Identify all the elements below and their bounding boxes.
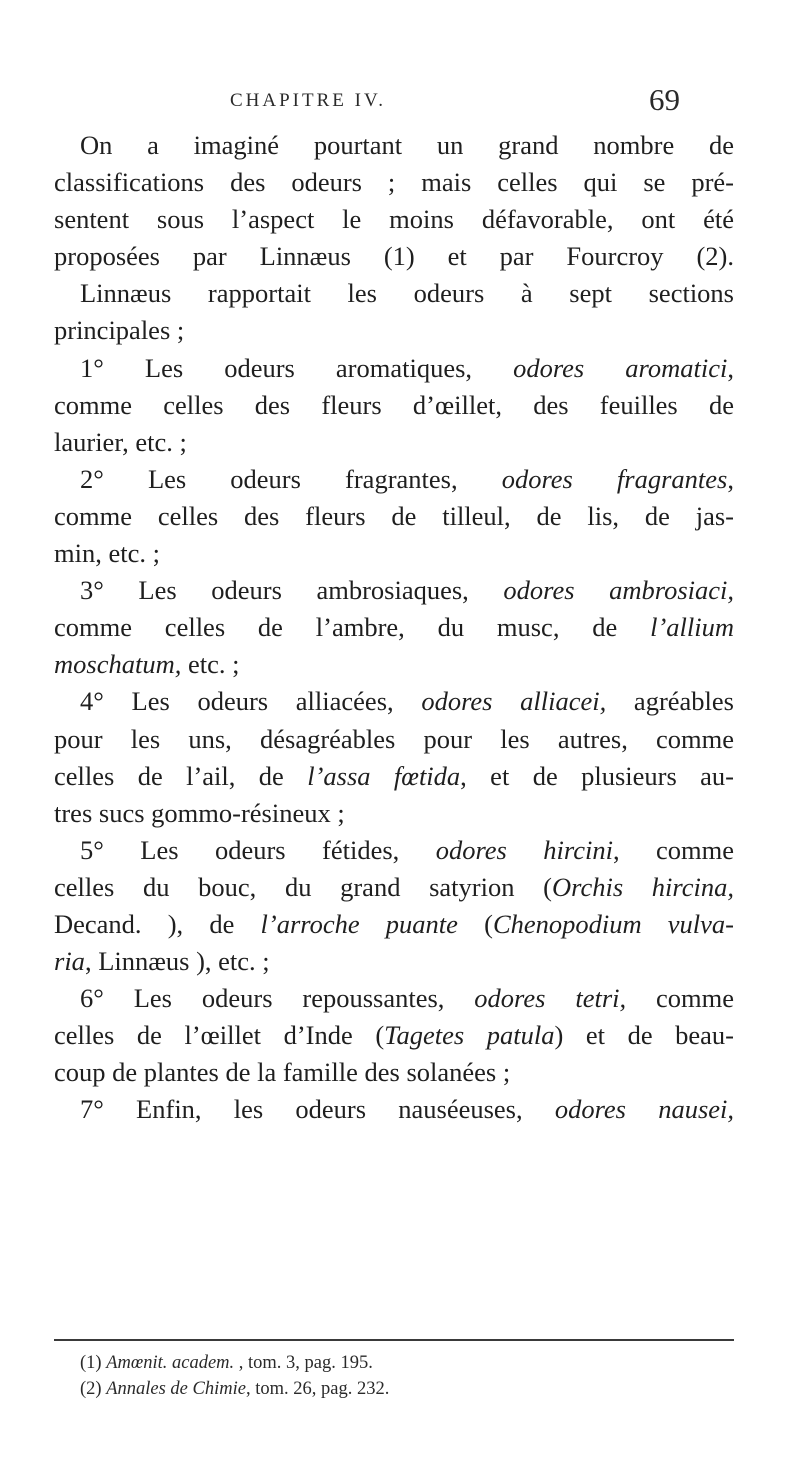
text-run: principales ; (54, 315, 185, 346)
text-line (54, 387, 734, 424)
text-run: ) et de beau- (554, 1020, 735, 1051)
text-run: 4° Les odeurs alliacées, (80, 686, 422, 717)
footnote-title: Amœnit. academ. (106, 1353, 235, 1373)
text-line (54, 201, 734, 238)
text-line (54, 275, 734, 312)
italic-term: odores ambrosiaci, (503, 575, 734, 606)
text-line (54, 906, 734, 943)
italic-term: Tagetes patula (384, 1020, 555, 1051)
text-run: , (727, 463, 734, 494)
footnotes (80, 1350, 730, 1402)
text-line (54, 943, 734, 980)
footnote-reference: , tom. 3, pag. 195. (234, 1353, 373, 1373)
text-run: etc. ; (181, 649, 240, 680)
text-run: ( (457, 908, 493, 939)
text-run: 3° Les odeurs ambrosiaques, (80, 575, 504, 606)
text-line (54, 832, 734, 869)
text-run: , Linnæus ), etc. ; (84, 946, 270, 977)
text-line (54, 424, 734, 461)
text-line (54, 609, 734, 646)
chapter-title: CHAPITRE IV. (230, 90, 386, 111)
text-run: celles de l’ail, de (54, 760, 308, 791)
text-run: 1° Les odeurs aromatiques, (80, 352, 514, 383)
text-line (54, 1091, 734, 1128)
text-line (54, 795, 734, 832)
italic-term: ria (54, 946, 85, 977)
italic-term: l’assa fœtida (307, 760, 461, 791)
text-run: pour les uns, désagréables pour les autres, comme (54, 723, 734, 754)
text-run: comme celles de l’ambre, du musc, de (54, 612, 651, 643)
italic-term: odores fragrantes (501, 463, 728, 494)
italic-term: Chenopodium vulva- (492, 908, 735, 939)
text-run: 5° Les odeurs fétides, (80, 834, 436, 865)
text-line (54, 127, 734, 164)
text-line (54, 461, 734, 498)
text-run: comme celles des fleurs d’œillet, des feuilles de (54, 389, 734, 420)
footnote-reference: , tom. 26, pag. 232. (245, 1379, 390, 1399)
italic-term: l’arroche puante (260, 908, 458, 939)
text-run: laurier, etc. ; (54, 426, 187, 457)
footnote-1 (80, 1350, 730, 1376)
text-line (54, 869, 734, 906)
text-run: sentent sous l’aspect le moins défavorable, ont été (54, 204, 734, 235)
text-line (54, 350, 734, 387)
text-line (54, 572, 734, 609)
text-line (54, 980, 734, 1017)
text-run: , et de plusieurs au- (460, 760, 734, 791)
text-run: 6° Les odeurs repoussantes, (80, 983, 475, 1014)
text-run: 2° Les odeurs fragrantes, (80, 463, 502, 494)
italic-term: Orchis hircina, (551, 871, 734, 902)
text-run: tres sucs gommo-résineux ; (54, 797, 345, 828)
text-line (54, 646, 734, 683)
text-run: , (727, 352, 734, 383)
italic-term: odores hircini (435, 834, 613, 865)
italic-term: odores alliacei, (421, 686, 607, 717)
italic-term: odores nausei, (554, 1094, 735, 1125)
text-line (54, 721, 734, 758)
text-line (54, 238, 734, 275)
italic-term: moschatum, (54, 649, 182, 680)
text-line (54, 312, 734, 349)
text-run: , comme (612, 834, 734, 865)
footnote-marker: (1) (80, 1353, 107, 1373)
italic-term: odores tetri, (474, 983, 627, 1014)
text-run: Decand. ), de (54, 908, 261, 939)
text-run: agréables (606, 686, 734, 717)
italic-term: odores aromatici (513, 352, 728, 383)
text-run: 7° Enfin, les odeurs nauséeuses, (80, 1094, 555, 1125)
text-line (54, 1054, 734, 1091)
footnote-marker: (2) (80, 1379, 107, 1399)
text-run: classifications des odeurs ; mais celles qui se pré- (54, 167, 734, 198)
footnote-title: Annales de Chimie (106, 1379, 246, 1399)
text-run: coup de plantes de la famille des solanées ; (54, 1057, 511, 1088)
text-run: comme celles des fleurs de tilleul, de lis, de jas- (54, 500, 734, 531)
running-header (230, 82, 680, 118)
text-line (54, 535, 734, 572)
text-run: On a imaginé pourtant un grand nombre de (80, 130, 734, 160)
text-line (54, 498, 734, 535)
text-run: comme (626, 983, 734, 1014)
footnote-rule (54, 1339, 734, 1341)
text-run: celles de l’œillet d’Inde ( (54, 1020, 385, 1051)
italic-term: l’allium (650, 612, 734, 643)
text-line (54, 683, 734, 720)
text-run: Linnæus rapportait les odeurs à sept sections (80, 278, 734, 309)
text-line (54, 1017, 734, 1054)
text-line (54, 164, 734, 201)
footnote-2 (80, 1376, 730, 1402)
text-run: celles du bouc, du grand satyrion ( (54, 871, 552, 902)
page-number: 69 (649, 82, 680, 117)
text-run: min, etc. ; (54, 538, 160, 569)
body-text (54, 127, 734, 1129)
text-line (54, 758, 734, 795)
text-run: proposées par Linnæus (1) et par Fourcroy (2). (54, 241, 734, 272)
